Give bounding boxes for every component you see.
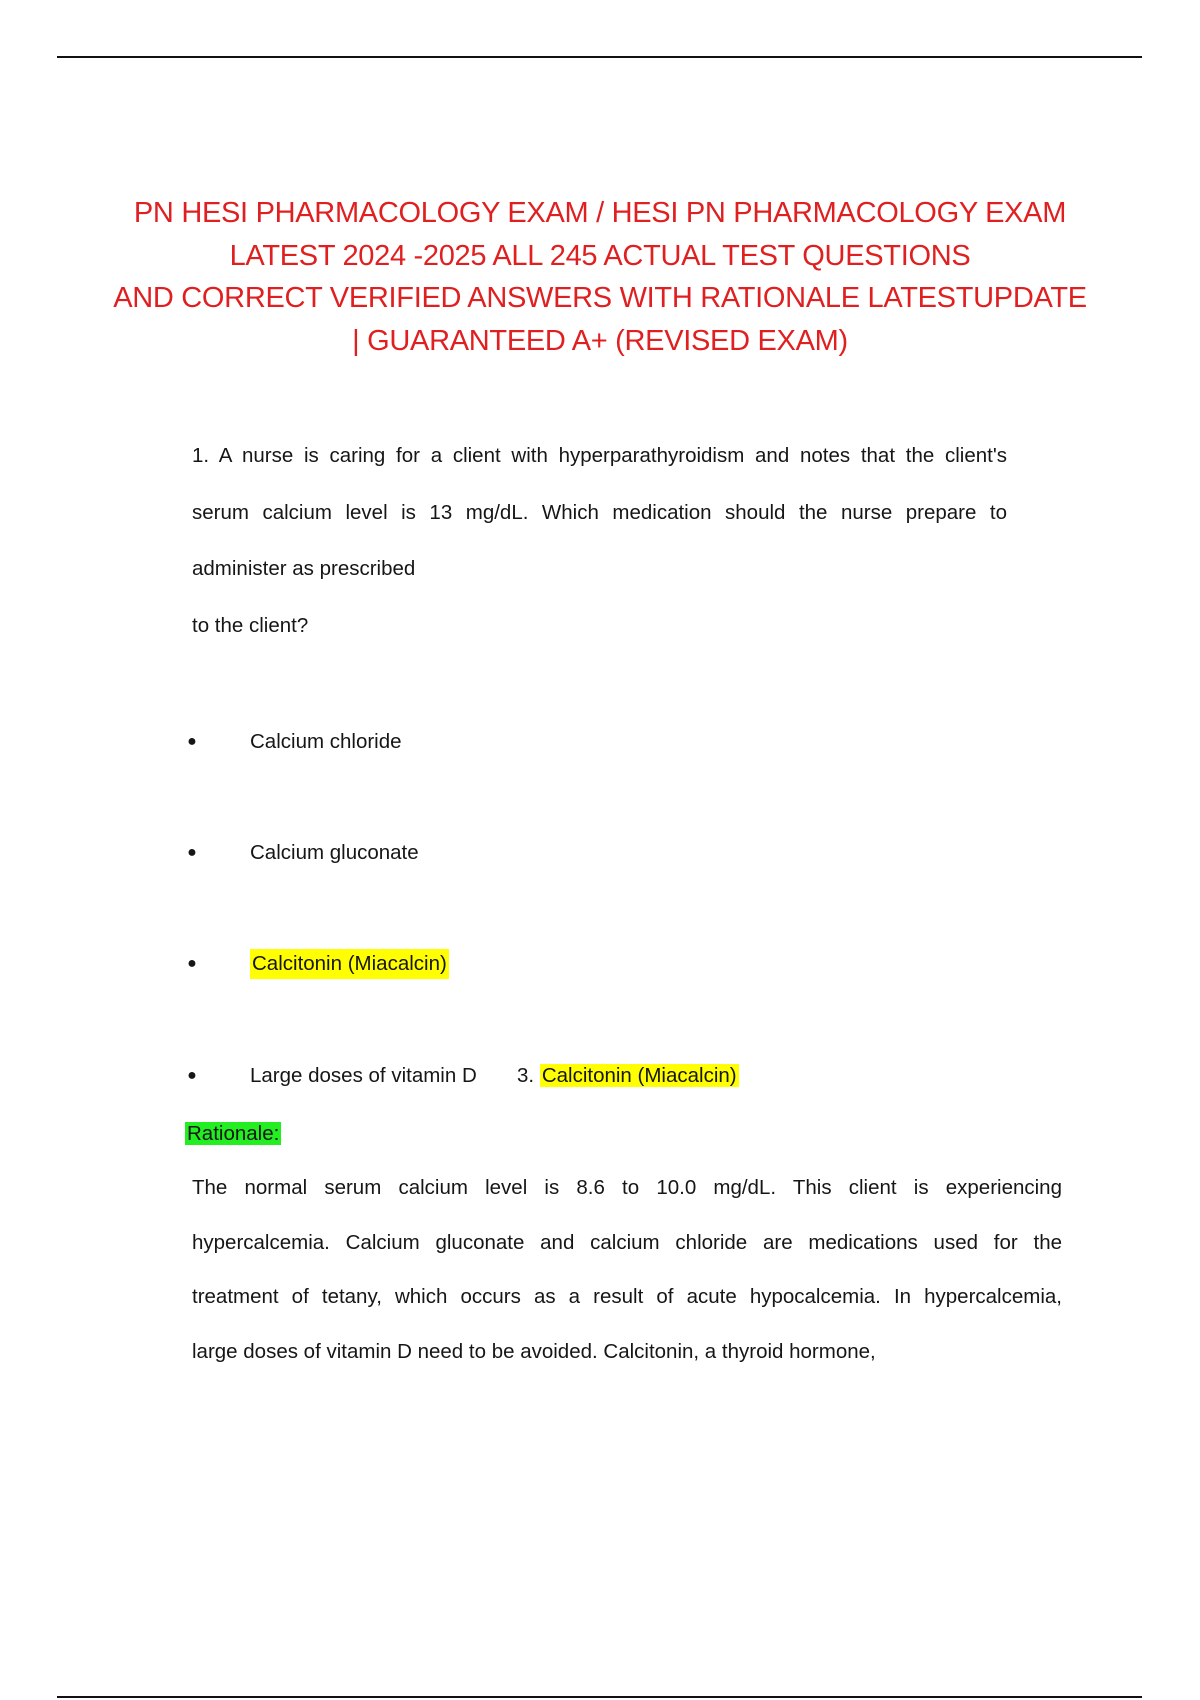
rationale-line-2: hypercalcemia. Calcium gluconate and calcium chloride are medications used for the	[192, 1230, 1062, 1254]
answer-text: Calcitonin (Miacalcin)	[541, 1064, 737, 1087]
rationale-label-text: Rationale:	[187, 1122, 280, 1145]
question-line-4: to the client?	[192, 613, 309, 637]
question-stem	[192, 438, 1007, 664]
bullet-icon: ●	[187, 955, 197, 972]
bullet-icon: ●	[187, 1067, 197, 1084]
title-line-2: LATEST 2024 -2025 ALL 245 ACTUAL TEST QUESTIONS	[229, 239, 971, 272]
bullet-icon: ●	[187, 733, 197, 750]
correct-answer	[517, 1061, 739, 1091]
question-line-1: 1. A nurse is caring for a client with hyperparathyroidism and notes that the client's	[192, 444, 1007, 467]
rationale-line-1: The normal serum calcium level is 8.6 to 10.0 mg/dL. This client is experiencing	[192, 1176, 1062, 1199]
option-label: Large doses of vitamin D	[250, 1064, 477, 1087]
rationale-line-3: treatment of tetany, which occurs as a result of acute hypocalcemia. In hypercalcemia,	[192, 1285, 1062, 1308]
title-line-4: | GUARANTEED A+ (REVISED EXAM)	[352, 324, 848, 357]
question-line-2: serum calcium level is 13 mg/dL. Which medication should the nurse prepare to	[192, 500, 1007, 524]
rationale-label	[185, 1119, 281, 1149]
answer-number: 3.	[517, 1064, 535, 1087]
title-line-1: PN HESI PHARMACOLOGY EXAM / HESI PN PHARMACOLOGY EXAM	[133, 197, 1067, 229]
rationale-line-4: large doses of vitamin D need to be avoided. Calcitonin, a thyroid hormone,	[192, 1339, 876, 1363]
option-label: Calcium gluconate	[250, 841, 419, 864]
title-line-3: AND CORRECT VERIFIED ANSWERS WITH RATIONALE LATESTUPDATE	[113, 282, 1087, 314]
bottom-rule	[57, 1696, 1142, 1698]
rationale-body	[192, 1173, 1062, 1391]
option-label: Calcium chloride	[250, 730, 402, 753]
option-label-highlighted: Calcitonin (Miacalcin)	[250, 949, 449, 979]
document-title	[60, 192, 1140, 362]
question-line-3: administer as prescribed	[192, 557, 416, 580]
top-rule	[57, 56, 1142, 58]
bullet-icon: ●	[187, 844, 197, 861]
